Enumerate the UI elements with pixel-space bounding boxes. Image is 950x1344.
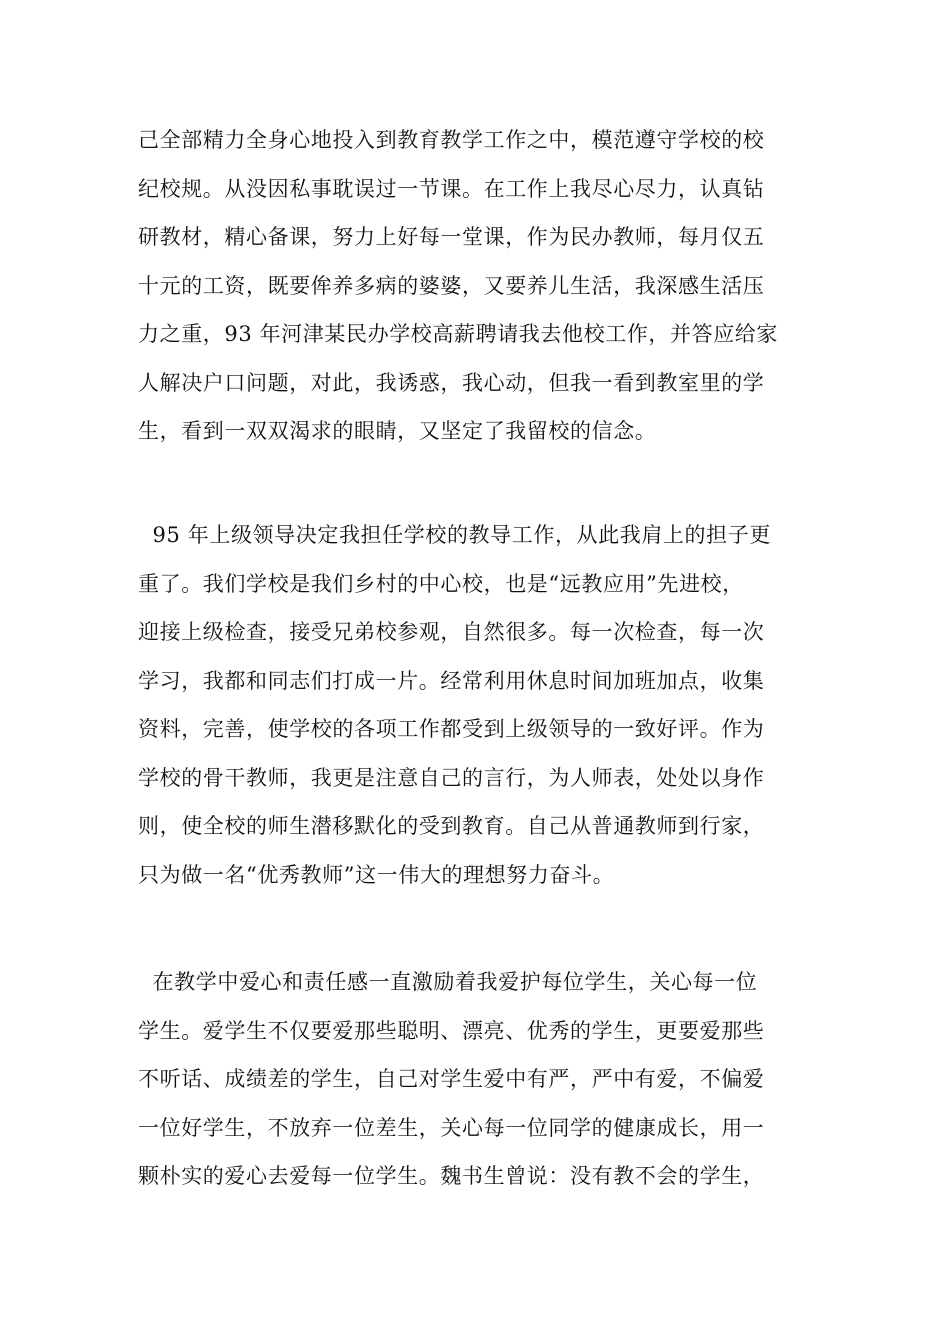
text-line: 纪校规。从没因私事耽误过一节课。在工作上我尽心尽力，认真钻 (138, 176, 765, 201)
text-line: 则，使全校的师生潜移默化的受到教育。自己从普通教师到行家， (138, 814, 765, 838)
text-line: 人解决户口问题，对此，我诱惑，我心动，但我一看到教室里的学 (138, 370, 765, 395)
text-line: 迎接上级检查，接受兄弟校参观，自然很多。每一次检查，每一次 (138, 620, 765, 644)
paragraph-1 (138, 116, 818, 456)
text-line: 资料，完善，使学校的各项工作都受到上级领导的一致好评。作为 (138, 717, 765, 741)
text-line: 学校的骨干教师，我更是注意自己的言行，为人师表，处处以身作 (138, 765, 765, 790)
text-line: 不听话、成绩差的学生，自己对学生爱中有严，严中有爱，不偏爱 (138, 1067, 765, 1091)
text-line: 一位好学生，不放弃一位差生，关心每一位同学的健康成长，用一 (138, 1115, 765, 1140)
text-line: 在教学中爱心和责任感一直激励着我爱护每位学生，关心每一位 (138, 970, 758, 994)
text-line: 只为做一名“优秀教师”这一伟大的理想努力奋斗。 (138, 862, 615, 887)
text-line: 重了。我们学校是我们乡村的中心校，也是“远教应用”先进校， (138, 571, 744, 596)
text-line: 95 年上级领导决定我担任学校的教导工作，从此我肩上的担子更 (138, 523, 771, 547)
text-line: 己全部精力全身心地投入到教育教学工作之中，模范遵守学校的校 (138, 128, 765, 152)
text-line: 研教材，精心备课，努力上好每一堂课，作为民办教师，每月仅五 (138, 225, 765, 249)
text-line: 学习，我都和同志们打成一片。经常利用休息时间加班加点，收集 (138, 668, 765, 693)
paragraph-2 (138, 511, 818, 899)
text-line: 十元的工资，既要侔养多病的婆婆，又要养儿生活，我深感生活压 (138, 273, 765, 298)
paragraph-3 (138, 958, 818, 1201)
text-line: 力之重，93 年河津某民办学校高薪聘请我去他校工作，并答应给家 (138, 322, 778, 346)
text-line: 生，看到一双双渴求的眼睛，又坚定了我留校的信念。 (138, 419, 657, 443)
text-line: 颗朴实的爱心去爱每一位学生。魏书生曾说：没有教不会的学生， (138, 1164, 765, 1188)
text-line: 学生。爱学生不仅要爱那些聪明、漂亮、优秀的学生，更要爱那些 (138, 1018, 765, 1043)
